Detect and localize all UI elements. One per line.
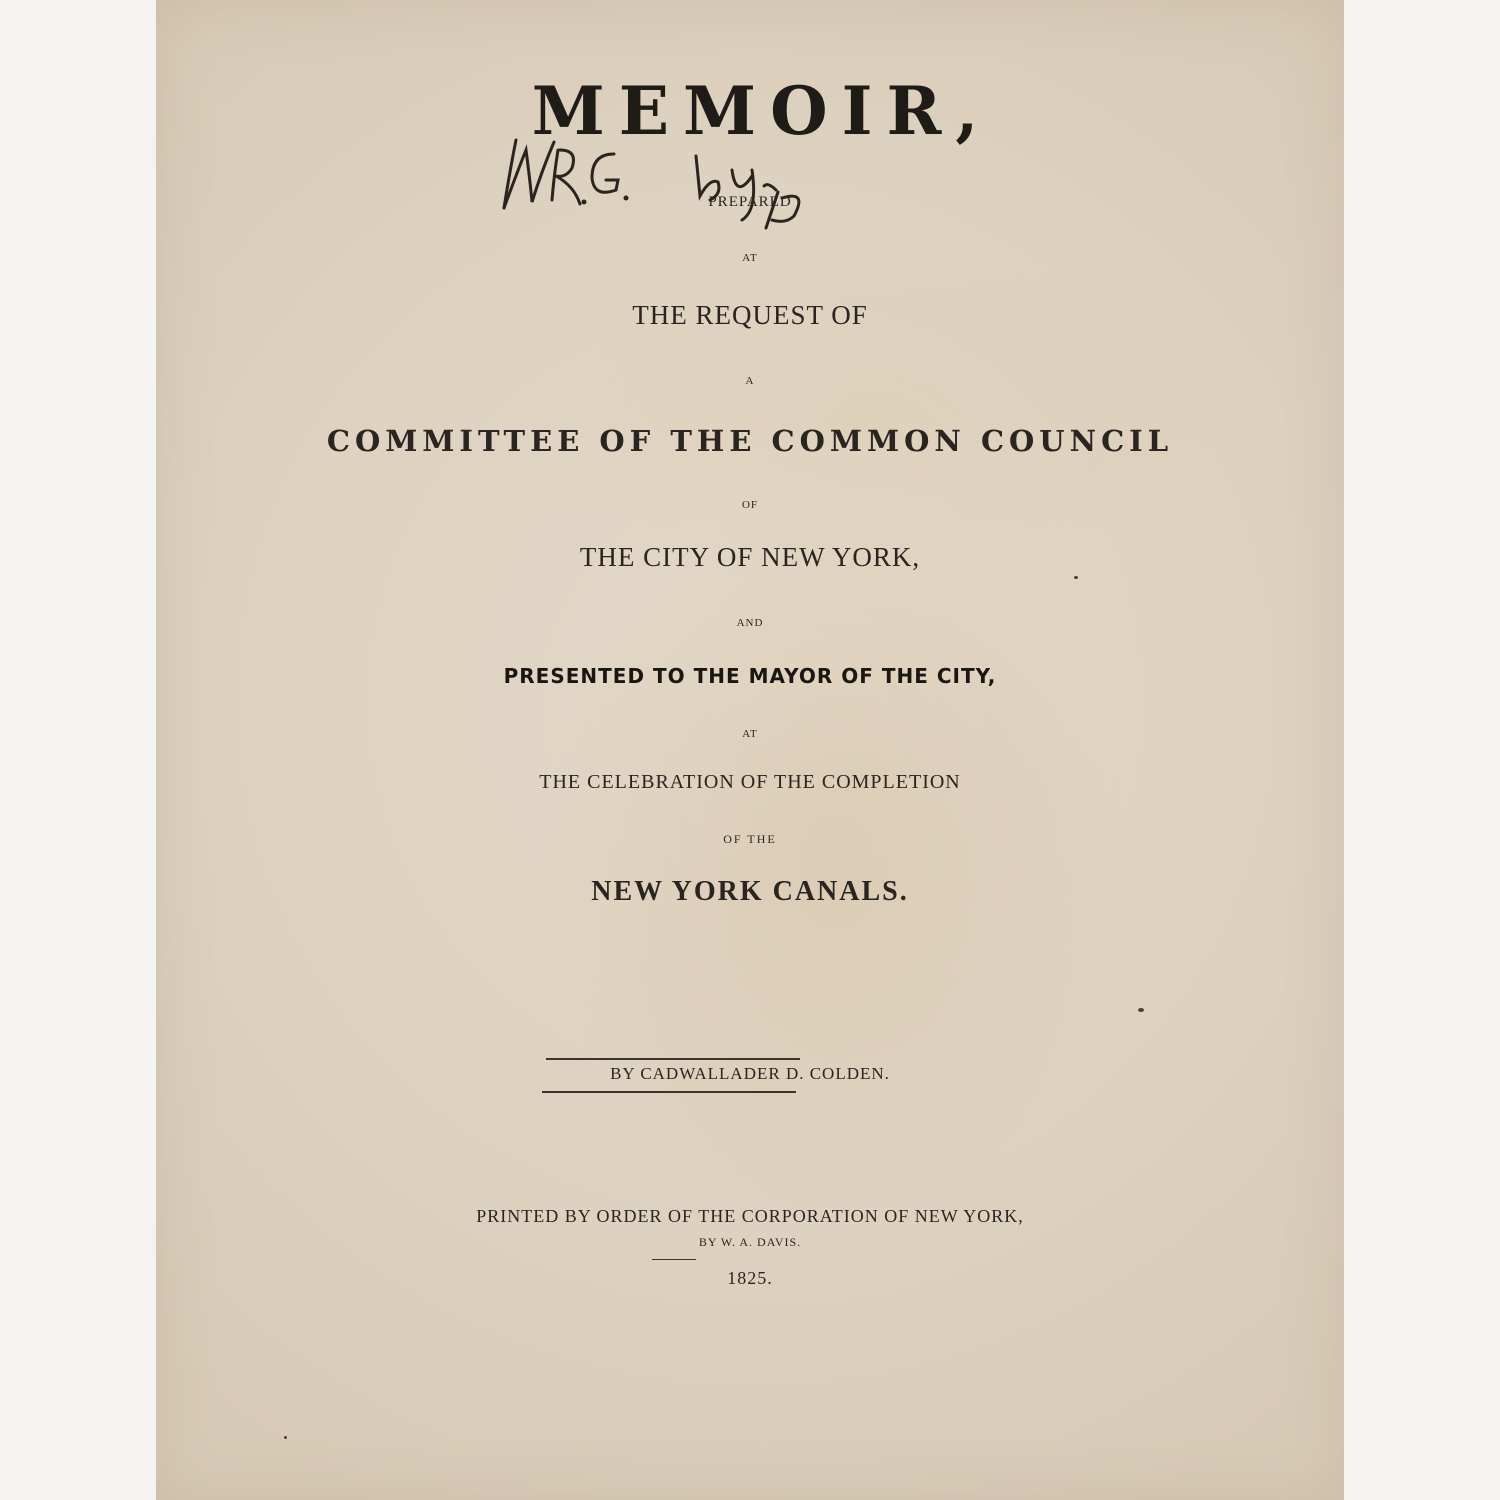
presented-text: PRESENTED TO THE MAYOR OF THE CITY, <box>503 664 997 688</box>
request-text: THE REQUEST OF <box>632 300 868 330</box>
paper-speck <box>284 1436 287 1439</box>
paper-speck <box>1138 1008 1144 1012</box>
year-rule <box>652 1259 696 1260</box>
a-text: A <box>745 375 755 387</box>
author-rule-top <box>546 1058 800 1060</box>
year-line: 1825. <box>727 1268 773 1288</box>
canals-heading: NEW YORK CANALS. <box>591 876 909 907</box>
and-text: AND <box>736 617 764 629</box>
printer-line: BY W. A. DAVIS. <box>698 1235 802 1249</box>
of-the-text: OF THE <box>723 832 777 846</box>
printed-line: PRINTED BY ORDER OF THE CORPORATION OF NEW YORK, <box>476 1206 1024 1226</box>
prepared-text: PREPARED <box>708 194 792 210</box>
title-page <box>156 0 1344 1500</box>
celebration-text: THE CELEBRATION OF THE COMPLETION <box>539 771 961 793</box>
at-text-1: AT <box>742 252 758 264</box>
author-line: BY CADWALLADER D. COLDEN. <box>610 1064 890 1083</box>
committee-heading: COMMITTEE OF THE COMMON COUNCIL <box>326 424 1174 458</box>
at-text-2: AT <box>742 728 758 740</box>
handwritten-inscription <box>496 120 836 230</box>
paper-speck <box>1074 576 1078 579</box>
book-title: MEMOIR, <box>531 72 993 150</box>
of-text-1: OF <box>741 499 759 511</box>
city-text: THE CITY OF NEW YORK, <box>579 542 921 572</box>
author-rule-bottom <box>542 1091 796 1093</box>
